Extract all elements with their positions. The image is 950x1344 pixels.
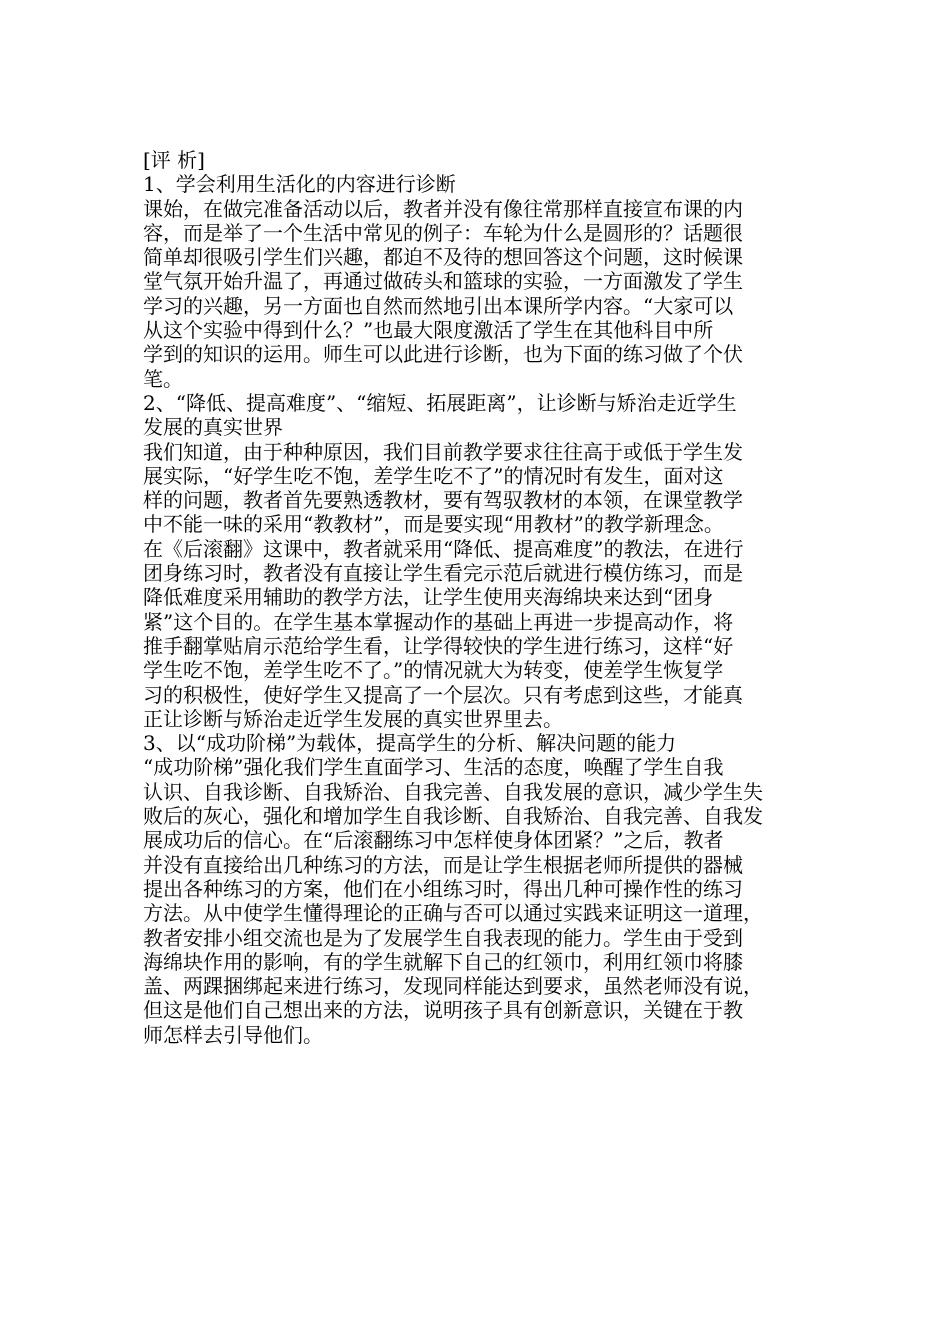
section-3-title: 3、以“成功阶梯”为载体，提高学生的分析、解决问题的能力 [143,731,677,756]
section-2-paragraph [143,440,815,732]
paragraph-line: 样的问题，教者首先要熟透教材，要有驾驭教材的本领，在课堂教学 [143,488,743,513]
section-heading: [评 析] [143,148,205,172]
paragraph-line: 课始，在做完准备活动以后，教者并没有像往常那样直接宣布课的内 [143,196,743,221]
paragraph-line: 推手翻掌贴肩示范给学生看，让学得较快的学生进行练习，这样“好 [143,633,734,658]
paragraph-line: 从这个实验中得到什么？”也最大限度激活了学生在其他科目中所 [143,318,714,343]
paragraph-line: 团身练习时，教者没有直接让学生看完示范后就进行模仿练习，而是 [143,561,743,586]
paragraph-line: 简单却很吸引学生们兴趣，都迫不及待的想回答这个问题，这时候课 [143,245,743,270]
paragraph-line: 在《后滚翻》这课中，教者就采用“降低、提高难度”的教法，在进行 [143,536,744,561]
paragraph-line: 师怎样去引导他们。 [143,1022,323,1047]
paragraph-line: 展成功后的信心。在“后滚翻练习中怎样使身体团紧？”之后，教者 [143,828,724,853]
paragraph-line: 笔。 [143,366,183,391]
paragraph-line: 但这是他们自己想出来的方法，说明孩子具有创新意识，关键在于教 [143,998,743,1023]
paragraph-line: 紧”这个目的。在学生基本掌握动作的基础上再进一步提高动作，将 [143,609,734,634]
section-2-title: 发展的真实世界 [143,415,283,440]
paragraph-line: 正让诊断与矫治走近学生发展的真实世界里去。 [143,706,563,731]
paragraph-line: 方法。从中使学生懂得理论的正确与否可以通过实践来证明这一道理， [143,901,763,926]
paragraph-line: 容，而是举了一个生活中常见的例子：车轮为什么是圆形的？话题很 [143,220,743,245]
section-2-title: 2、“降低、提高难度”、“缩短、拓展距离”，让诊断与矫治走近学生 [143,390,737,415]
paragraph-line: 并没有直接给出几种练习的方法，而是让学生根据老师所提供的器械 [143,852,743,877]
paragraph-line: 学习的兴趣，另一方面也自然而然地引出本课所学内容。“大家可以 [143,293,734,318]
section-1-paragraph [143,197,815,391]
section-1-title: 1、学会利用生活化的内容进行诊断 [143,172,456,197]
paragraph-line: 展实际，“好学生吃不饱，差学生吃不了”的情况时有发生，面对这 [143,463,724,488]
document-body [143,148,815,1047]
paragraph-line: 提出各种练习的方案，他们在小组练习时，得出几种可操作性的练习 [143,876,743,901]
paragraph-line: 盖、两踝捆绑起来进行练习，发现同样能达到要求，虽然老师没有说， [143,974,763,999]
paragraph-line: “成功阶梯”强化我们学生直面学习、生活的态度，唤醒了学生自我 [143,755,724,780]
paragraph-line: 认识、自我诊断、自我矫治、自我完善、自我发展的意识，减少学生失 [143,779,763,804]
paragraph-line: 我们知道，由于种种原因，我们目前教学要求往往高于或低于学生发 [143,439,743,464]
paragraph-line: 中不能一味的采用“教教材”，而是要实现“用教材”的教学新理念。 [143,512,724,537]
paragraph-line: 降低难度采用辅助的教学方法，让学生使用夹海绵块来达到“团身 [143,585,714,610]
paragraph-line: 学到的知识的运用。师生可以此进行诊断，也为下面的练习做了个伏 [143,342,743,367]
paragraph-line: 教者安排小组交流也是为了发展学生自我表现的能力。学生由于受到 [143,925,743,950]
paragraph-line: 海绵块作用的影响，有的学生就解下自己的红领巾，利用红领巾将膝 [143,949,743,974]
paragraph-line: 堂气氛开始升温了，再通过做砖头和篮球的实验，一方面激发了学生 [143,269,743,294]
paragraph-line: 学生吃不饱，差学生吃不了。”的情况就大为转变，使差学生恢复学 [143,658,724,683]
paragraph-line: 习的积极性，使好学生又提高了一个层次。只有考虑到这些，才能真 [143,682,743,707]
section-3-paragraph [143,755,815,1047]
paragraph-line: 败后的灰心，强化和增加学生自我诊断、自我矫治、自我完善、自我发 [143,804,763,829]
